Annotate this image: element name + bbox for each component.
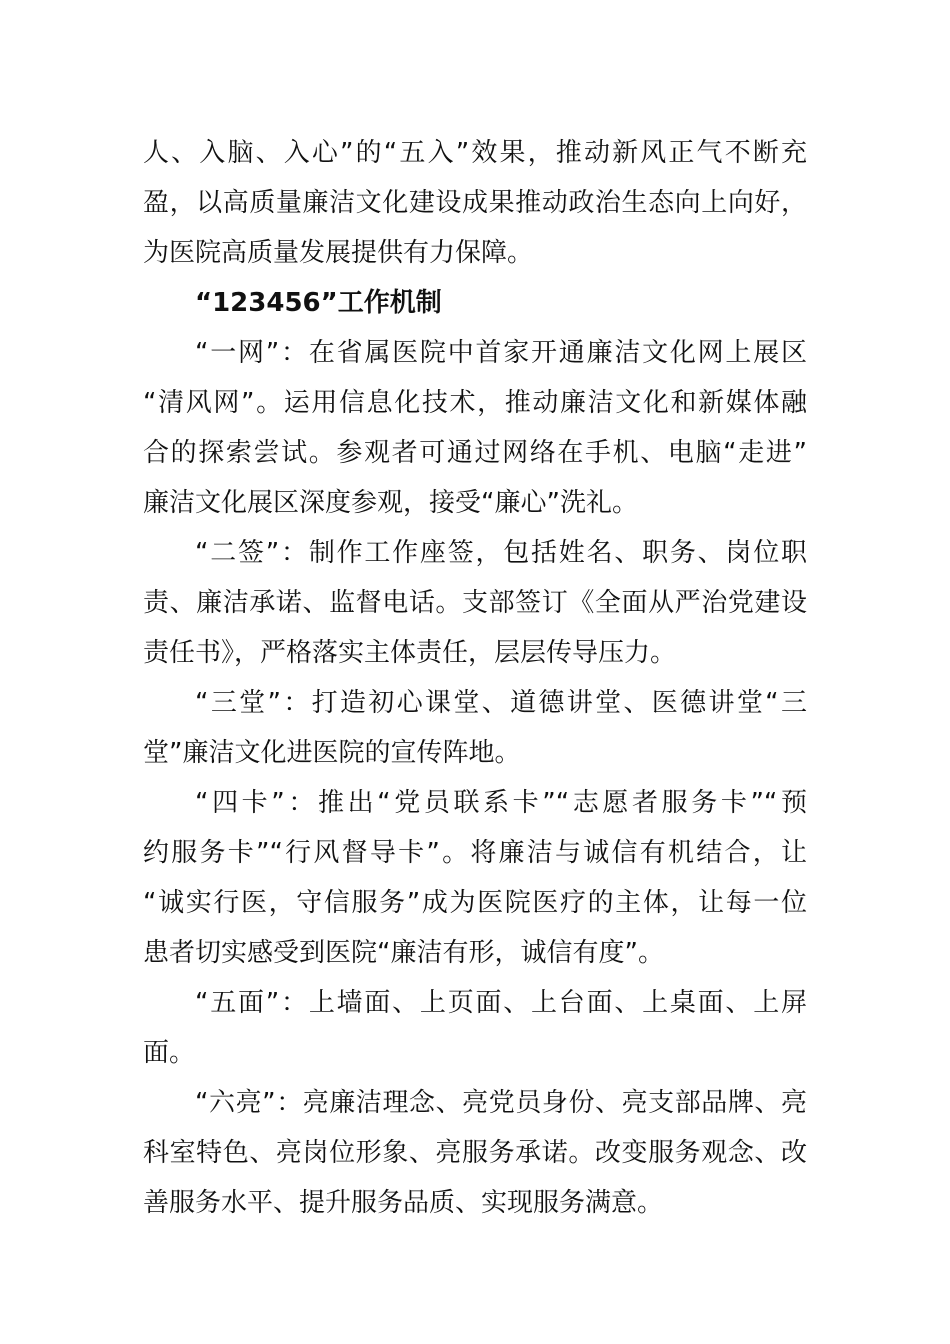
paragraph-er-qian — [143, 528, 807, 678]
text-line: 盈，以高质量廉洁文化建设成果推动政治生态向上向好， — [143, 188, 807, 218]
text-line: 责、廉洁承诺、监督电话。支部签订《全面从严治党建设 — [143, 588, 807, 618]
text-line: “清风网”。运用信息化技术，推动廉洁文化和新媒体融 — [143, 388, 807, 418]
text-line: “二签”：制作工作座签，包括姓名、职务、岗位职 — [195, 538, 807, 568]
text-line: 患者切实感受到医院“廉洁有形，诚信有度”。 — [143, 938, 664, 968]
text-line: 责任书》，严格落实主体责任，层层传导压力。 — [143, 638, 677, 668]
text-line: 善服务水平、提升服务品质、实现服务满意。 — [143, 1188, 664, 1218]
text-line: “五面”：上墙面、上页面、上台面、上桌面、上屏 — [195, 988, 807, 1018]
text-line: 为医院高质量发展提供有力保障。 — [143, 238, 534, 268]
text-line: 人、入脑、入心”的“五入”效果，推动新风正气不断充 — [143, 138, 807, 168]
text-line: 约服务卡”“行风督导卡”。将廉洁与诚信有机结合，让 — [143, 838, 807, 868]
text-line: “四卡”：推出“党员联系卡”“志愿者服务卡”“预 — [195, 788, 807, 818]
document-body — [143, 128, 807, 1228]
text-line: 科室特色、亮岗位形象、亮服务承诺。改变服务观念、改 — [143, 1138, 807, 1168]
paragraph-wu-mian — [143, 978, 807, 1078]
paragraph-si-ka — [143, 778, 807, 978]
text-line: 面。 — [143, 1038, 196, 1068]
text-line: “六亮”：亮廉洁理念、亮党员身份、亮支部品牌、亮 — [195, 1088, 807, 1118]
text-line: “一网”：在省属医院中首家开通廉洁文化网上展区 — [195, 338, 807, 368]
text-line: “三堂”：打造初心课堂、道德讲堂、医德讲堂“三 — [195, 688, 807, 718]
text-line: 廉洁文化展区深度参观，接受“廉心”洗礼。 — [143, 488, 638, 518]
paragraph-yi-wang — [143, 328, 807, 528]
paragraph-san-tang — [143, 678, 807, 778]
text-line: “诚实行医，守信服务”成为医院医疗的主体，让每一位 — [143, 888, 807, 918]
paragraph-liu-liang — [143, 1078, 807, 1228]
text-line: 合的探索尝试。参观者可通过网络在手机、电脑“走进” — [143, 438, 807, 468]
intro-paragraph — [143, 128, 807, 278]
section-heading: “123456”工作机制 — [195, 288, 442, 318]
text-line: 堂”廉洁文化进医院的宣传阵地。 — [143, 738, 521, 768]
